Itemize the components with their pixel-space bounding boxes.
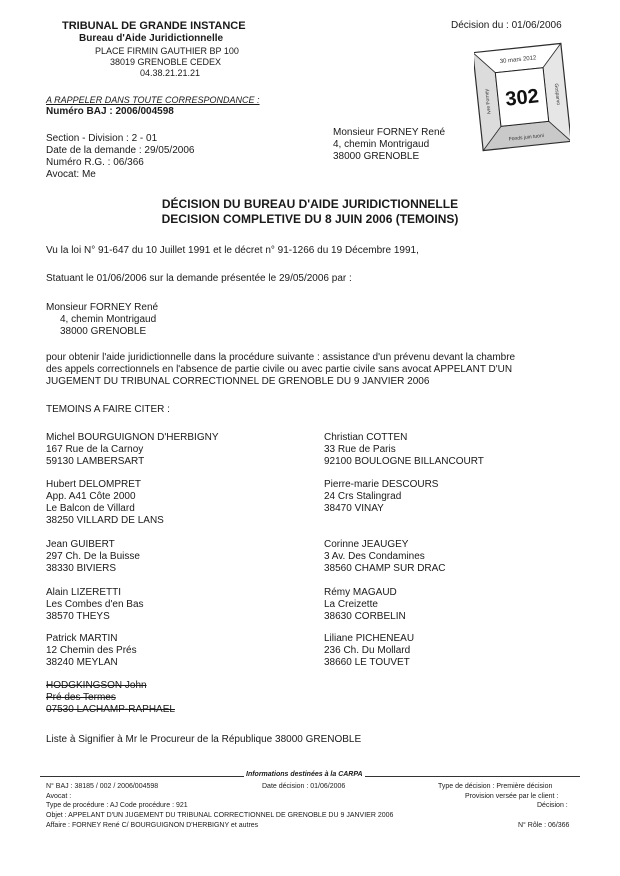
witness-city: 38250 VILLARD DE LANS	[46, 515, 164, 526]
stamp-date: 30 mars 2012	[499, 55, 537, 66]
witness-address: 167 Rue de la Carnoy	[46, 444, 144, 455]
witness-address: Pré des Termes	[46, 692, 116, 703]
request-date: Date de la demande : 29/05/2006	[46, 145, 195, 156]
lawyer: Avocat: Me	[46, 169, 96, 180]
witness-city: 38570 THEYS	[46, 611, 110, 622]
stamp-bottom: Fonds juin tuoni	[508, 132, 545, 143]
witness-city: 38630 CORBELIN	[324, 611, 406, 622]
stamp-side-left: Ivre Forney	[483, 88, 493, 115]
witness-address: App. A41 Côte 2000	[46, 491, 136, 502]
office-name: Bureau d'Aide Juridictionnelle	[79, 33, 224, 44]
carpa-heading: Informations destinées à la CARPA	[246, 771, 363, 778]
witness-left-1	[46, 432, 219, 468]
stamp-side-right: Gosparvo	[552, 83, 562, 106]
footer-decision: Décision :	[537, 802, 568, 809]
applicant-street: 4, chemin Montrigaud	[60, 314, 157, 325]
witness-city: 59130 LAMBERSART	[46, 456, 145, 467]
closing-instruction: Liste à Signifier à Mr le Procureur de la République 38000 GRENOBLE	[46, 734, 362, 745]
witness-address: 3 Av. Des Condamines	[324, 551, 425, 562]
witness-right-5	[324, 633, 414, 669]
witness-city: 38660 LE TOUVET	[324, 657, 410, 668]
footer-affaire: Affaire : FORNEY René C/ BOURGUIGNON D'HERBIGNY et autres	[46, 822, 259, 829]
witness-right-4	[324, 587, 406, 623]
witness-city: 38330 BIVIERS	[46, 563, 117, 574]
witness-name: HODGKINGSON John	[46, 680, 147, 691]
footer-avocat: Avocat :	[46, 793, 72, 800]
footer-baj: N° BAJ : 38185 / 002 / 2006/004598	[46, 783, 159, 790]
witness-address: 33 Rue de Paris	[324, 444, 396, 455]
witness-city: 38470 VINAY	[324, 503, 384, 514]
witness-city: 92100 BOULOGNE BILLANCOURT	[324, 456, 484, 467]
witness-left-3	[46, 539, 140, 575]
witness-name: Hubert DELOMPRET	[46, 479, 142, 490]
decision-date: Décision du : 01/06/2006	[451, 20, 562, 31]
witness-address: Le Balcon de Villard	[46, 503, 135, 514]
court-address-line2: 38019 GRENOBLE CEDEX	[110, 57, 222, 67]
footer-role: N° Rôle : 06/366	[518, 822, 570, 829]
stamp-number: 302	[504, 85, 540, 111]
applicant-name: Monsieur FORNEY René	[46, 302, 159, 313]
witness-address: La Creizette	[324, 599, 378, 610]
witness-left-2	[46, 479, 164, 527]
baj-number: Numéro BAJ : 2006/004598	[46, 106, 174, 117]
witness-left-4	[46, 587, 144, 623]
court-address-line1: PLACE FIRMIN GAUTHIER BP 100	[95, 46, 239, 56]
witness-heading: TEMOINS A FAIRE CITER :	[46, 404, 170, 415]
witness-name: Liliane PICHENEAU	[324, 633, 415, 644]
witness-name: Patrick MARTIN	[46, 633, 118, 644]
decision-subtitle: DECISION COMPLETIVE DU 8 JUIN 2006 (TEMOINS)	[161, 212, 459, 226]
witness-address: 24 Crs Stalingrad	[324, 491, 402, 502]
section-division: Section - Division : 2 - 01	[46, 133, 158, 144]
footer-provision: Provision versée par le client :	[465, 793, 559, 800]
witness-name: Corinne JEAUGEY	[324, 539, 409, 550]
witness-right-3	[324, 539, 446, 575]
witness-address: Les Combes d'en Bas	[46, 599, 144, 610]
decision-title: DÉCISION DU BUREAU D'AIDE JURIDICTIONNELLE	[161, 197, 459, 211]
purpose-line1: pour obtenir l'aide juridictionnelle dans la procédure suivante : assistance d'un prévenu devant la chambre	[46, 352, 516, 363]
witness-city: 38560 CHAMP SUR DRAC	[324, 563, 446, 574]
footer-decision-type: Type de décision : Première décision	[438, 783, 553, 790]
witness-address: 236 Ch. Du Mollard	[324, 645, 411, 656]
witness-right-1	[324, 432, 484, 468]
witness-address: 12 Chemin des Prés	[46, 645, 137, 656]
witness-left-6-struck	[46, 680, 175, 716]
witness-right-2	[324, 479, 438, 515]
postage-stamp-icon	[474, 42, 570, 152]
recipient-city: 38000 GRENOBLE	[333, 151, 420, 162]
witness-left-5	[46, 633, 137, 669]
court-phone: 04.38.21.21.21	[140, 68, 201, 78]
witness-city: 38240 MEYLAN	[46, 657, 118, 668]
witness-address: 297 Ch. De la Buisse	[46, 551, 140, 562]
court-name: TRIBUNAL DE GRANDE INSTANCE	[62, 20, 246, 32]
witness-name: Rémy MAGAUD	[324, 587, 397, 598]
witness-name: Alain LIZERETTI	[46, 587, 122, 598]
witness-name: Jean GUIBERT	[46, 539, 115, 550]
footer-objet: Objet : APPELANT D'UN JUGEMENT DU TRIBUNAL CORRECTIONNEL DE GRENOBLE DU 9 JANVIER 2006	[46, 812, 394, 819]
purpose-line3: JUGEMENT DU TRIBUNAL CORRECTIONNEL DE GRENOBLE DU 9 JANVIER 2006	[46, 376, 430, 387]
witness-name: Michel BOURGUIGNON D'HERBIGNY	[46, 432, 219, 443]
footer-decision-date: Date décision : 01/06/2006	[262, 783, 346, 790]
recipient-street: 4, chemin Montrigaud	[333, 139, 430, 150]
legal-basis: Vu la loi N° 91-647 du 10 Juillet 1991 et le décret n° 91-1266 du 19 Décembre 1991,	[46, 245, 419, 256]
rg-number: Numéro R.G. : 06/366	[46, 157, 144, 168]
applicant-city: 38000 GRENOBLE	[60, 326, 147, 337]
footer-procedure: Type de procédure : AJ Code procédure : 921	[46, 802, 188, 809]
recipient-name: Monsieur FORNEY René	[333, 127, 446, 138]
correspondence-reminder: A RAPPELER DANS TOUTE CORRESPONDANCE :	[46, 95, 260, 105]
witness-city: 07530 LACHAMP-RAPHAEL	[46, 704, 175, 715]
witness-name: Christian COTTEN	[324, 432, 408, 443]
witness-name: Pierre-marie DESCOURS	[324, 479, 439, 490]
purpose-line2: des appels correctionnels en l'absence de partie civile ou avec partie civile sans avocat APPELANT D'UN	[46, 364, 513, 375]
ruling-statement: Statuant le 01/06/2006 sur la demande présentée le 29/05/2006 par :	[46, 273, 352, 284]
